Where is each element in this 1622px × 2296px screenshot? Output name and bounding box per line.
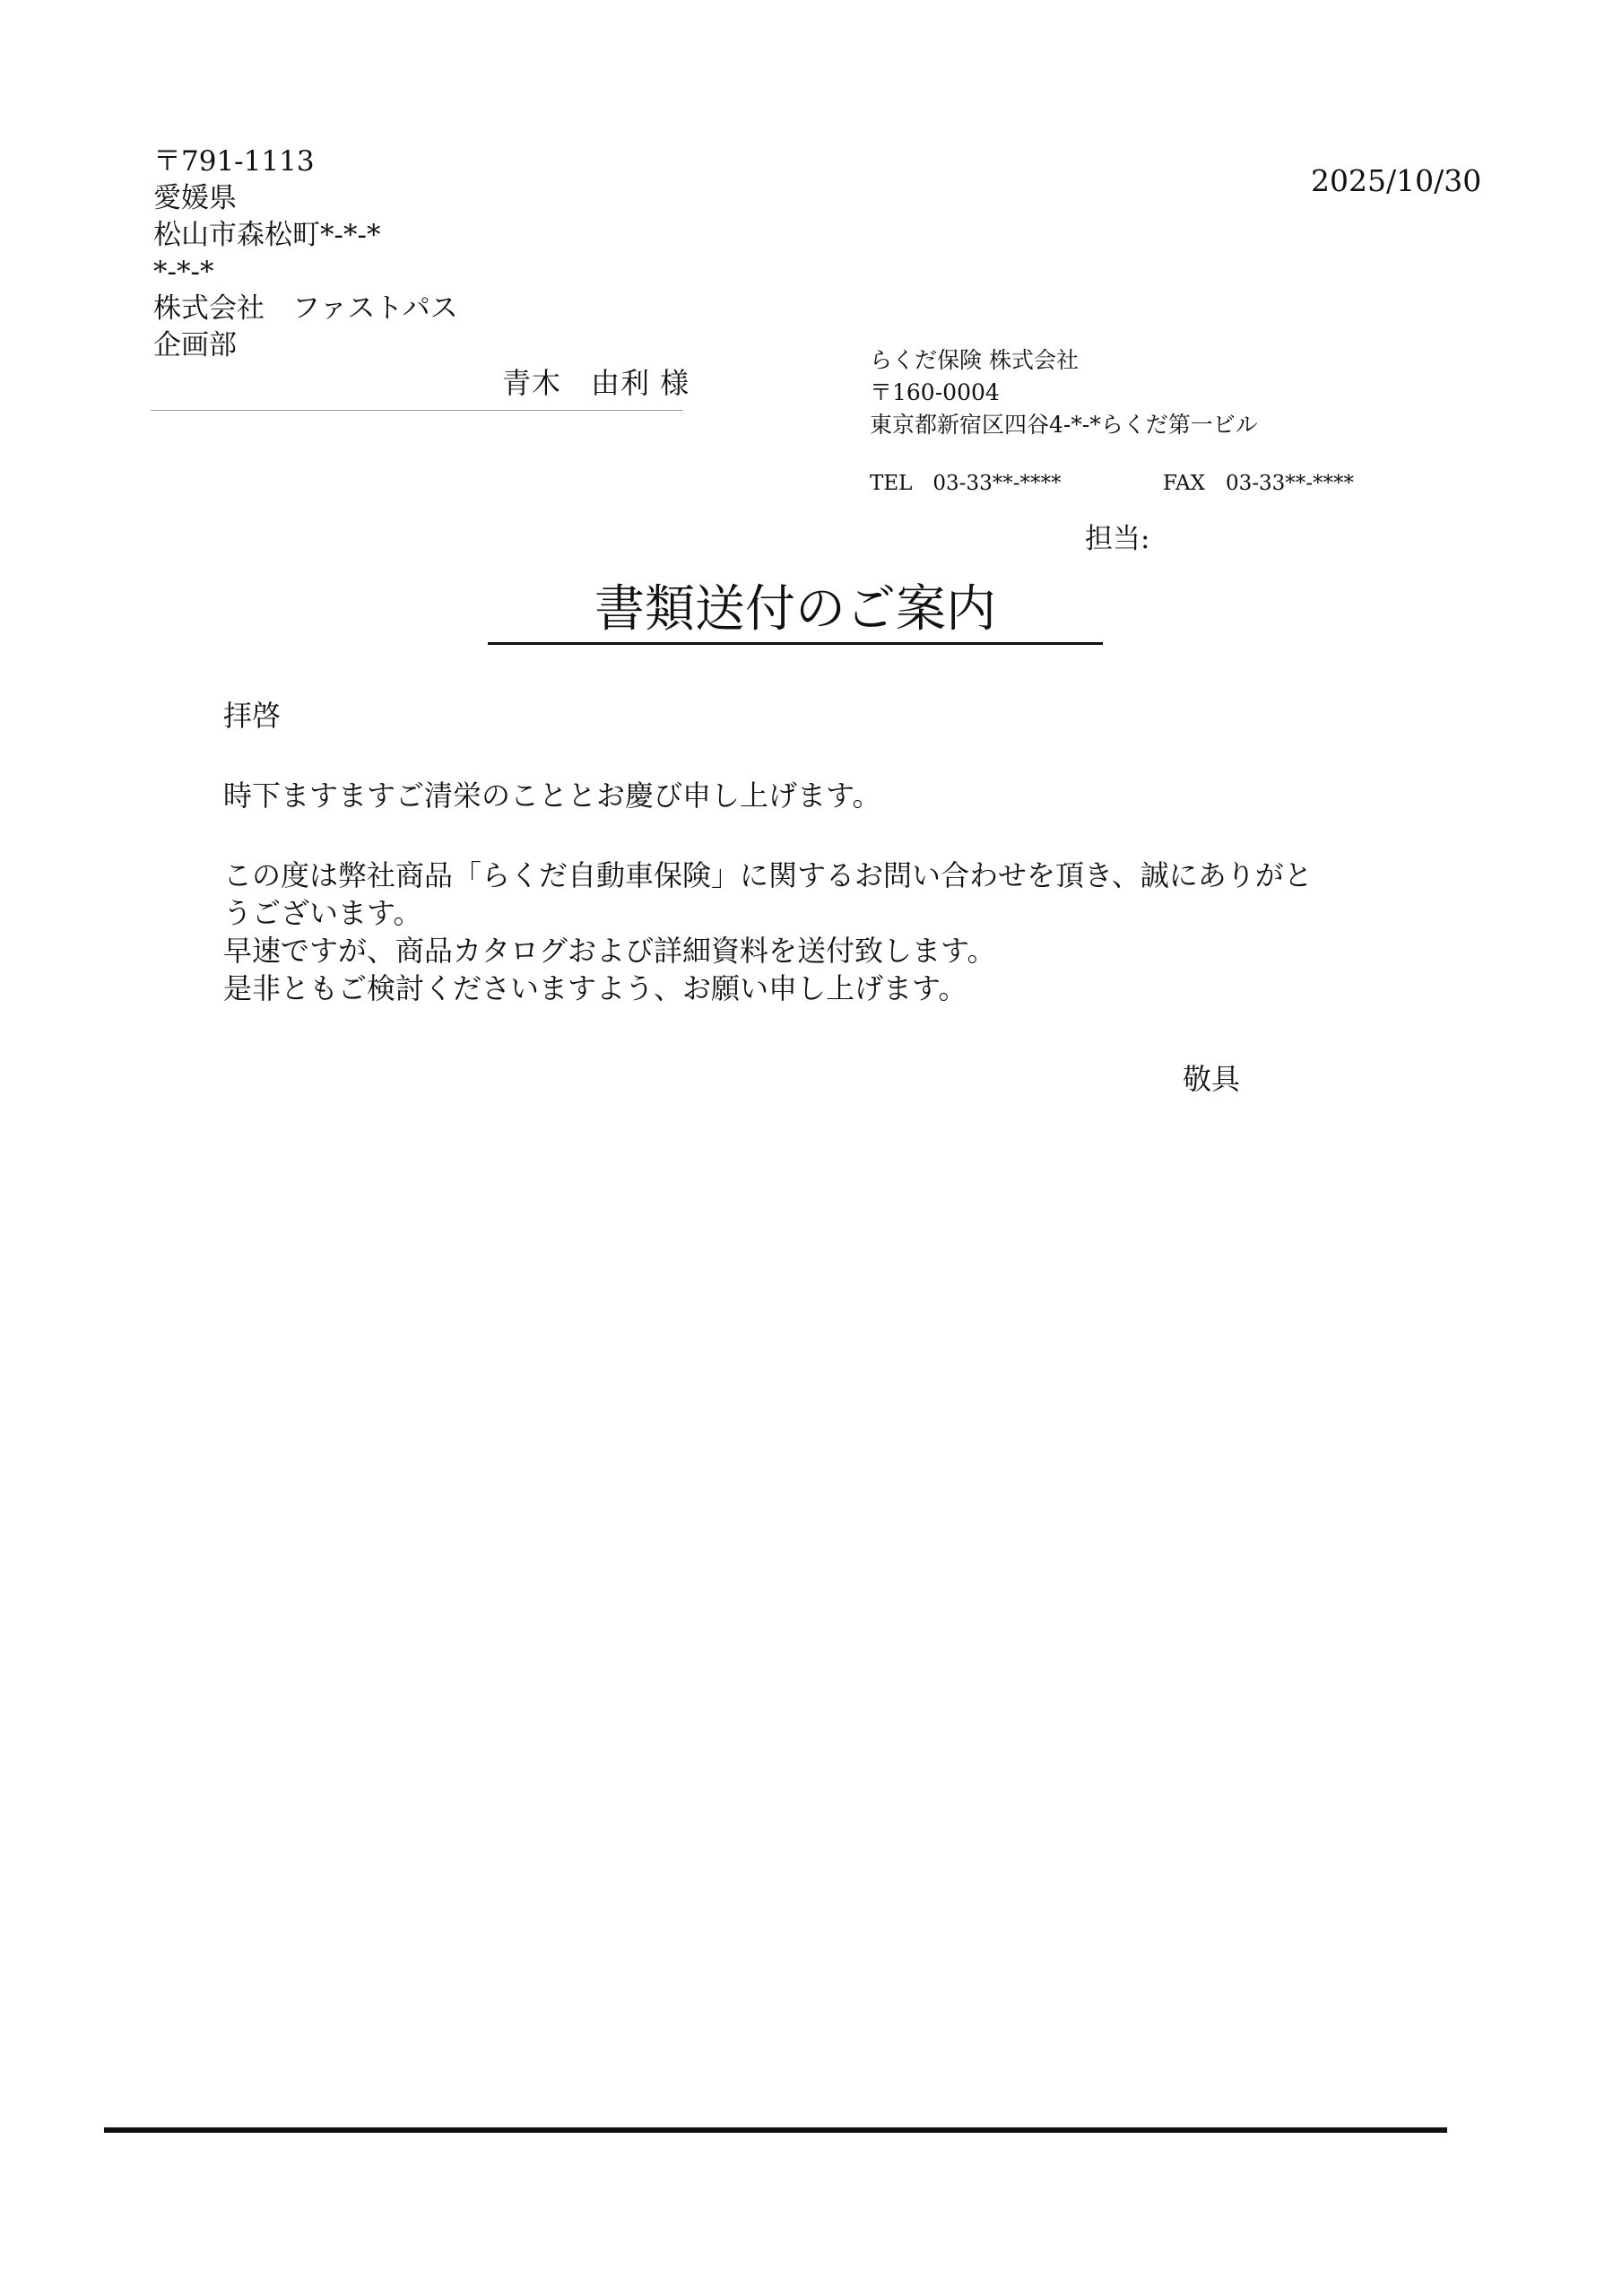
sender-tel: TEL 03-33**-**** bbox=[870, 472, 1062, 495]
recipient-address-line1: 松山市森松町*-*-* bbox=[153, 219, 381, 251]
letter-date: 2025/10/30 bbox=[1311, 163, 1482, 198]
person-in-charge-label: 担当: bbox=[1085, 523, 1150, 555]
recipient-department: 企画部 bbox=[153, 329, 237, 361]
main-paragraph bbox=[223, 857, 1313, 1007]
recipient-divider bbox=[151, 410, 683, 411]
bottom-divider bbox=[104, 2127, 1447, 2133]
recipient-company: 株式会社 ファストパス bbox=[153, 292, 458, 325]
sender-fax: FAX 03-33**-**** bbox=[1163, 472, 1355, 495]
recipient-address bbox=[153, 144, 458, 364]
seasonal-greeting: 時下ますますご清栄のこととお慶び申し上げます。 bbox=[223, 778, 881, 813]
paragraph-line: この度は弊社商品「らくだ自動車保険」に関するお問い合わせを頂き、誠にありがと bbox=[223, 858, 1313, 892]
recipient-prefecture: 愛媛県 bbox=[153, 182, 237, 214]
sender-contact bbox=[870, 466, 1355, 496]
recipient-postal-code: 〒791-1113 bbox=[153, 145, 315, 178]
opening-word: 拝啓 bbox=[223, 699, 282, 733]
sender-street-address: 東京都新宿区四谷4-*-*らくだ第一ビル bbox=[870, 412, 1258, 438]
sender-company: らくだ保険 株式会社 bbox=[870, 347, 1079, 373]
document-title: 書類送付のご案内 bbox=[488, 581, 1103, 645]
sender-address bbox=[870, 344, 1258, 441]
paragraph-line: 早速ですが、商品カタログおよび詳細資料を送付致します。 bbox=[223, 934, 996, 968]
recipient-name: 青木 由利 様 bbox=[502, 366, 690, 400]
paragraph-line: 是非ともご検討くださいますよう、お願い申し上げます。 bbox=[223, 971, 967, 1005]
recipient-address-line2: *-*-* bbox=[153, 256, 214, 288]
closing-word: 敬具 bbox=[1183, 1062, 1241, 1096]
paragraph-line: うございます。 bbox=[223, 896, 422, 930]
sender-postal-code: 〒160-0004 bbox=[870, 379, 1000, 405]
